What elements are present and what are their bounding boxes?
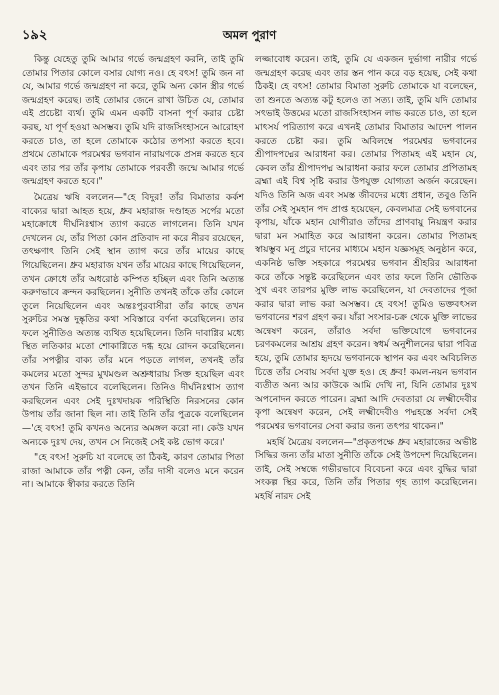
paragraph: কিন্তু যেহেতু তুমি আমার গর্ভে জন্মগ্রহণ করনি, তাই তুমি তোমার পিতার কোলে বসার যোগ্য নও। হে বৎস! তুমি জন না যে, আমার গর্ভে জন্মগ্রহণ না করে, তুমি অন্য কোন স্ত্রীর গর্ভে জন্মগ্রহণ করেছ। তাই তোমার জেনে রাখা উচিত যে, তোমার এই প্রচেষ্টা ব্যর্থ। তুমি এমন একটি বাসনা পূর্ণ করার চেষ্টা করছ, যা পূর্ণ হওয়া অসম্ভব। তুমি যদি রাজসিংহাসনে আরোহণ করতে চাও, তা হলে তোমাকে কঠোর তপস্যা করতে হবে। প্রথমে তোমাকে পরমেশ্বর ভগবান নারায়ণকে প্রসন্ন করতে হবে এবং তার পর তাঁর কৃপায় তোমাকে পরবর্তী জন্মে আমার গর্ভে জন্মগ্রহণ করতে হবে।" (22, 55, 244, 188)
page-header (22, 26, 477, 48)
left-column (22, 54, 244, 507)
paragraph: "হে বৎস! সুরুচি যা বলেছে তা ঠিকই, কারণ তোমার পিতা রাজা আমাকে তাঁর পত্নী কেন, তাঁর দাসী বলেও মনে করেন না। আমাকে স্বীকার করতে তিনি (22, 453, 244, 491)
page-number: ১৯২ (22, 28, 48, 43)
running-title: অমল পুরাণ (222, 28, 277, 42)
paragraph: লজ্জাবোধ করেন। তাই, তুমি যে একজন দুর্ভাগা নারীর গর্ভে জন্মগ্রহণ করেছ এবং তার স্তন পান করে বড় হয়েছ, সেই কথা ঠিকই। হে বৎস! তোমার বিমাতা সুরুচি তোমাকে যা বলেছেন, তা শুনতে অত্যন্ত কটু হলেও তা সত্য। তাই, তুমি যদি তোমার সৎভাই উত্তমের মতো রাজসিংহাসন লাভ করতে চাও, তা হলে মাৎসর্য পরিত্যাগ করে এখনই তোমার বিমাতার আদেশ পালন করতে চেষ্টা কর। তুমি অবিলম্বে পরমেশ্বর ভগবানের শ্রীপাদপদ্মের আরাধনা কর। তোমার পিতামহ এই মহান যে, কেবল তাঁর শ্রীপাদপদ্ম আরাধনা করার ফলে তোমার প্রপিতামহ ব্রহ্মা এই বিশ্ব সৃষ্টি করার উপযুক্ত যোগ্যতা অর্জন করেছেন। যদিও তিনি অজ এবং সমস্ত জীবদের মধ্যে প্রধান, তবুও তিনি তাঁর সেই সুমহান পদ প্রাপ্ত হয়েছেন, কেবলমাত্র সেই ভগবানের কৃপায়, যাঁকে মহান যোগীরাও তাঁদের প্রাণবায়ু নিয়ন্ত্রণ করার দ্বারা মন সমাহিত করে আরাধনা করেন। তোমার পিতামহ স্বায়ম্ভুব মনু প্রচুর দানের মাধ্যমে মহান যজ্ঞসমূহ অনুষ্ঠান করে, একনিষ্ঠ ভক্তি সহকারে পরমেশ্বর ভগবান শ্রীহরির আরাধনা করে তাঁকে সন্তুষ্ট করেছিলেন এবং তার ফলে তিনি ভৌতিক সুখ এবং তারপর মুক্তি লাভ করেছিলেন, যা দেবতাদের পূজা করার দ্বারা লাভ করা অসম্ভব। হে বৎস! তুমিও ভক্তবৎসল ভগবানের শরণ গ্রহণ কর। যাঁরা সংসার-চক্র থেকে মুক্তি লাভের অন্বেষণ করেন, তাঁরাও সর্বদা ভক্তিযোগে ভগবানের চরণকমলের আশ্রয় গ্রহণ করেন। স্বধর্ম অনুশীলনের দ্বারা পবিত্র হয়ে, তুমি তোমার হৃদয়ে ভগবানকে স্থাপন কর এবং অবিচলিত চিত্তে তাঁর সেবায় সর্বদা যুক্ত হও। হে ধ্রুব! কমল-নয়ন ভগবান ব্যতীত অন্য আর কাউকে আমি দেখি না, যিনি তোমার দুঃখ অপনোদন করতে পারেন। ব্রহ্মা আদি দেবতারা যে লক্ষ্মীদেবীর কৃপা অন্বেষণ করেন, সেই লক্ষ্মীদেবীও পদ্মহস্তে সর্বদা সেই পরমেশ্বর ভগবানের সেবা করার জন্য তৎপর থাকেন।" (255, 55, 477, 433)
paragraph: মহর্ষি মৈত্রেয় বললেন—"প্রকৃতপক্ষে ধ্রুব মহারাজের অভীষ্ট সিদ্ধির জন্য তাঁর মাতা সুনীতি তাঁকে সেই উপদেশ দিয়েছিলেন। তাই, সেই সম্বন্ধে গভীরভাবে বিবেচনা করে এবং বুদ্ধির দ্বারা সংকল্প স্থির করে, তিনি তাঁর পিতার গৃহ ত্যাগ করেছিলেন। মহর্ষি নারদ সেই (255, 437, 477, 502)
paragraph: মৈত্রেয় ঋষি বললেন—"হে বিদুর! তাঁর বিমাতার কর্কশ বাক্যের দ্বারা আহত হয়ে, ধ্রুব মহারাজ দণ্ডাহত সর্পের মতো মহাক্রোধে দীর্ঘনিঃশ্বাস ত্যাগ করতে লাগলেন। তিনি যখন দেখলেন যে, তাঁর পিতা কোন প্রতিবাদ না করে নীরব রয়েছেন, তৎক্ষণাৎ তিনি সেই স্থান ত্যাগ করে তাঁর মায়ের কাছে গিয়েছিলেন। ধ্রুব মহারাজ যখন তাঁর মায়ের কাছে গিয়েছিলেন, তখন ক্রোধে তাঁর অধরোষ্ঠ কম্পিত হচ্ছিল এবং তিনি অত্যন্ত করুণভাবে ক্রন্দন করছিলেন। সুনীতি তখনই তাঁকে তাঁর কোলে তুলে নিয়েছিলেন এবং অন্তঃপুরবাসীরা তাঁর কাছে তখন সুরুচির সমস্ত দুষ্কৃতির কথা সবিস্তারে বর্ণনা করেছিলেন। তার ফলে সুনীতিও অত্যন্ত ব্যথিত হয়েছিলেন। তিনি দাবাগ্নির মধ্যে স্থিত লতিকার মতো শোকাগ্নিতে দগ্ধ হয়ে রোদন করেছিলেন। তাঁর সপত্নীর বাক্য তাঁর মনে পড়তে লাগল, তখনই তাঁর কমলের মতো সুন্দর মুখমণ্ডল অশ্রুধারায় সিক্ত হয়েছিল এবং তখন তিনি এইভাবে বলেছিলেন। তিনিও দীর্ঘনিঃশ্বাস ত্যাগ করছিলেন এবং সেই দুঃখদায়ক পরিস্থিতি নিরসনের কোন উপায় তাঁর জানা ছিল না। তাই তিনি তাঁর পুত্রকে বলেছিলেন—'হে বৎস! তুমি কখনও অন্যের অমঙ্গল করো না। কেউ যখন অন্যকে দুঃখ দেয়, তখন সে নিজেই সেই কষ্ট ভোগ করে।' (22, 192, 244, 448)
right-column (255, 54, 477, 507)
text-columns (22, 54, 477, 507)
